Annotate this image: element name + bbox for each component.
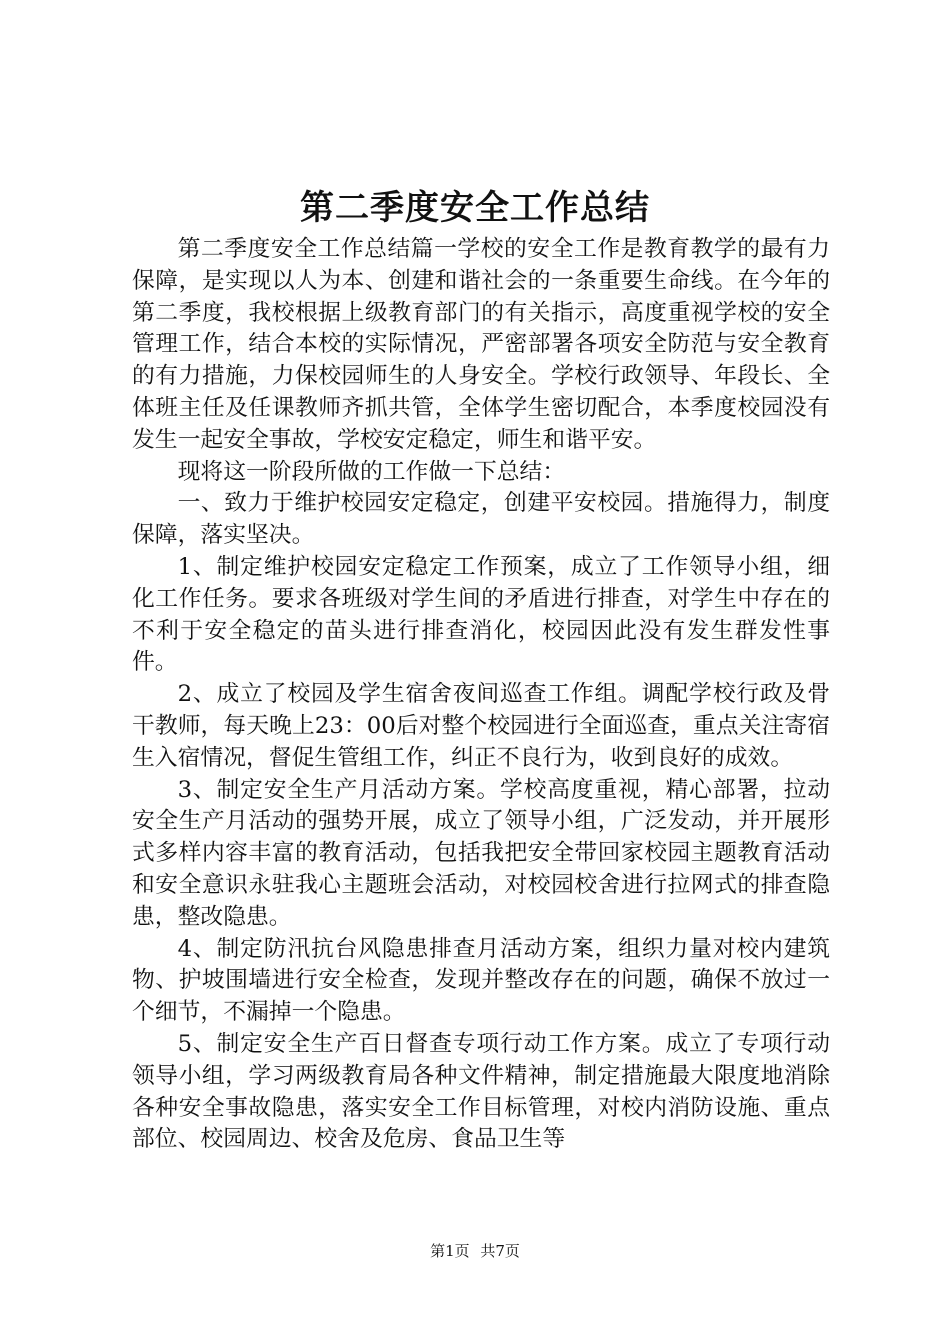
paragraph: 2、成立了校园及学生宿舍夜间巡查工作组。调配学校行政及骨干教师，每天晚上23：00后对整个校园进行全面巡查，重点关注寄宿生入宿情况，督促生管组工作，纠正不良行为，收到良好的成效。 xyxy=(132,681,830,771)
document-body xyxy=(132,234,830,1156)
paragraph: 1、制定维护校园安定稳定工作预案，成立了工作领导小组，细化工作任务。要求各班级对学生间的矛盾进行排查，对学生中存在的不利于安全稳定的苗头进行排查消化，校园因此没有发生群发性事件。 xyxy=(132,553,830,676)
paragraph: 一、致力于维护校园安定稳定，创建平安校园。措施得力，制度保障，落实坚决。 xyxy=(132,490,830,549)
paragraph: 现将这一阶段所做的工作做一下总结： xyxy=(177,458,566,485)
paragraph: 3、制定安全生产月活动方案。学校高度重视，精心部署，拉动安全生产月活动的强势开展，成立了领导小组，广泛发动，并开展形式多样内容丰富的教育活动，包括我把安全带回家校园主题教育活动和安全意识永驻我心主题班会活动，对校园校舍进行拉网式的排查隐患，整改隐患。 xyxy=(132,776,830,930)
paragraph: 第二季度安全工作总结篇一学校的安全工作是教育教学的最有力保障，是实现以人为本、创建和谐社会的一条重要生命线。在今年的第二季度，我校根据上级教育部门的有关指示，高度重视学校的安全管理工作，结合本校的实际情况，严密部署各项安全防范与安全教育的有力措施，力保校园师生的人身安全。学校行政领导、年段长、全体班主任及任课教师齐抓共管，全体学生密切配合，本季度校园没有发生一起安全事故，学校安定稳定，师生和谐平安。 xyxy=(132,236,830,453)
document-title: 第二季度安全工作总结 xyxy=(300,188,650,228)
paragraph: 4、制定防汛抗台风隐患排查月活动方案，组织力量对校内建筑物、护坡围墙进行安全检查，发现并整改存在的问题，确保不放过一个细节，不漏掉一个隐患。 xyxy=(132,935,830,1026)
paragraph: 5、制定安全生产百日督查专项行动工作方案。成立了专项行动领导小组，学习两级教育局各种文件精神，制定措施最大限度地消除各种安全事故隐患，落实安全工作目标管理，对校内消防设施、重点部位、校园周边、校舍及危房、食品卫生等 xyxy=(132,1030,830,1153)
page-footer: 第1页 共7页 xyxy=(430,1242,520,1260)
